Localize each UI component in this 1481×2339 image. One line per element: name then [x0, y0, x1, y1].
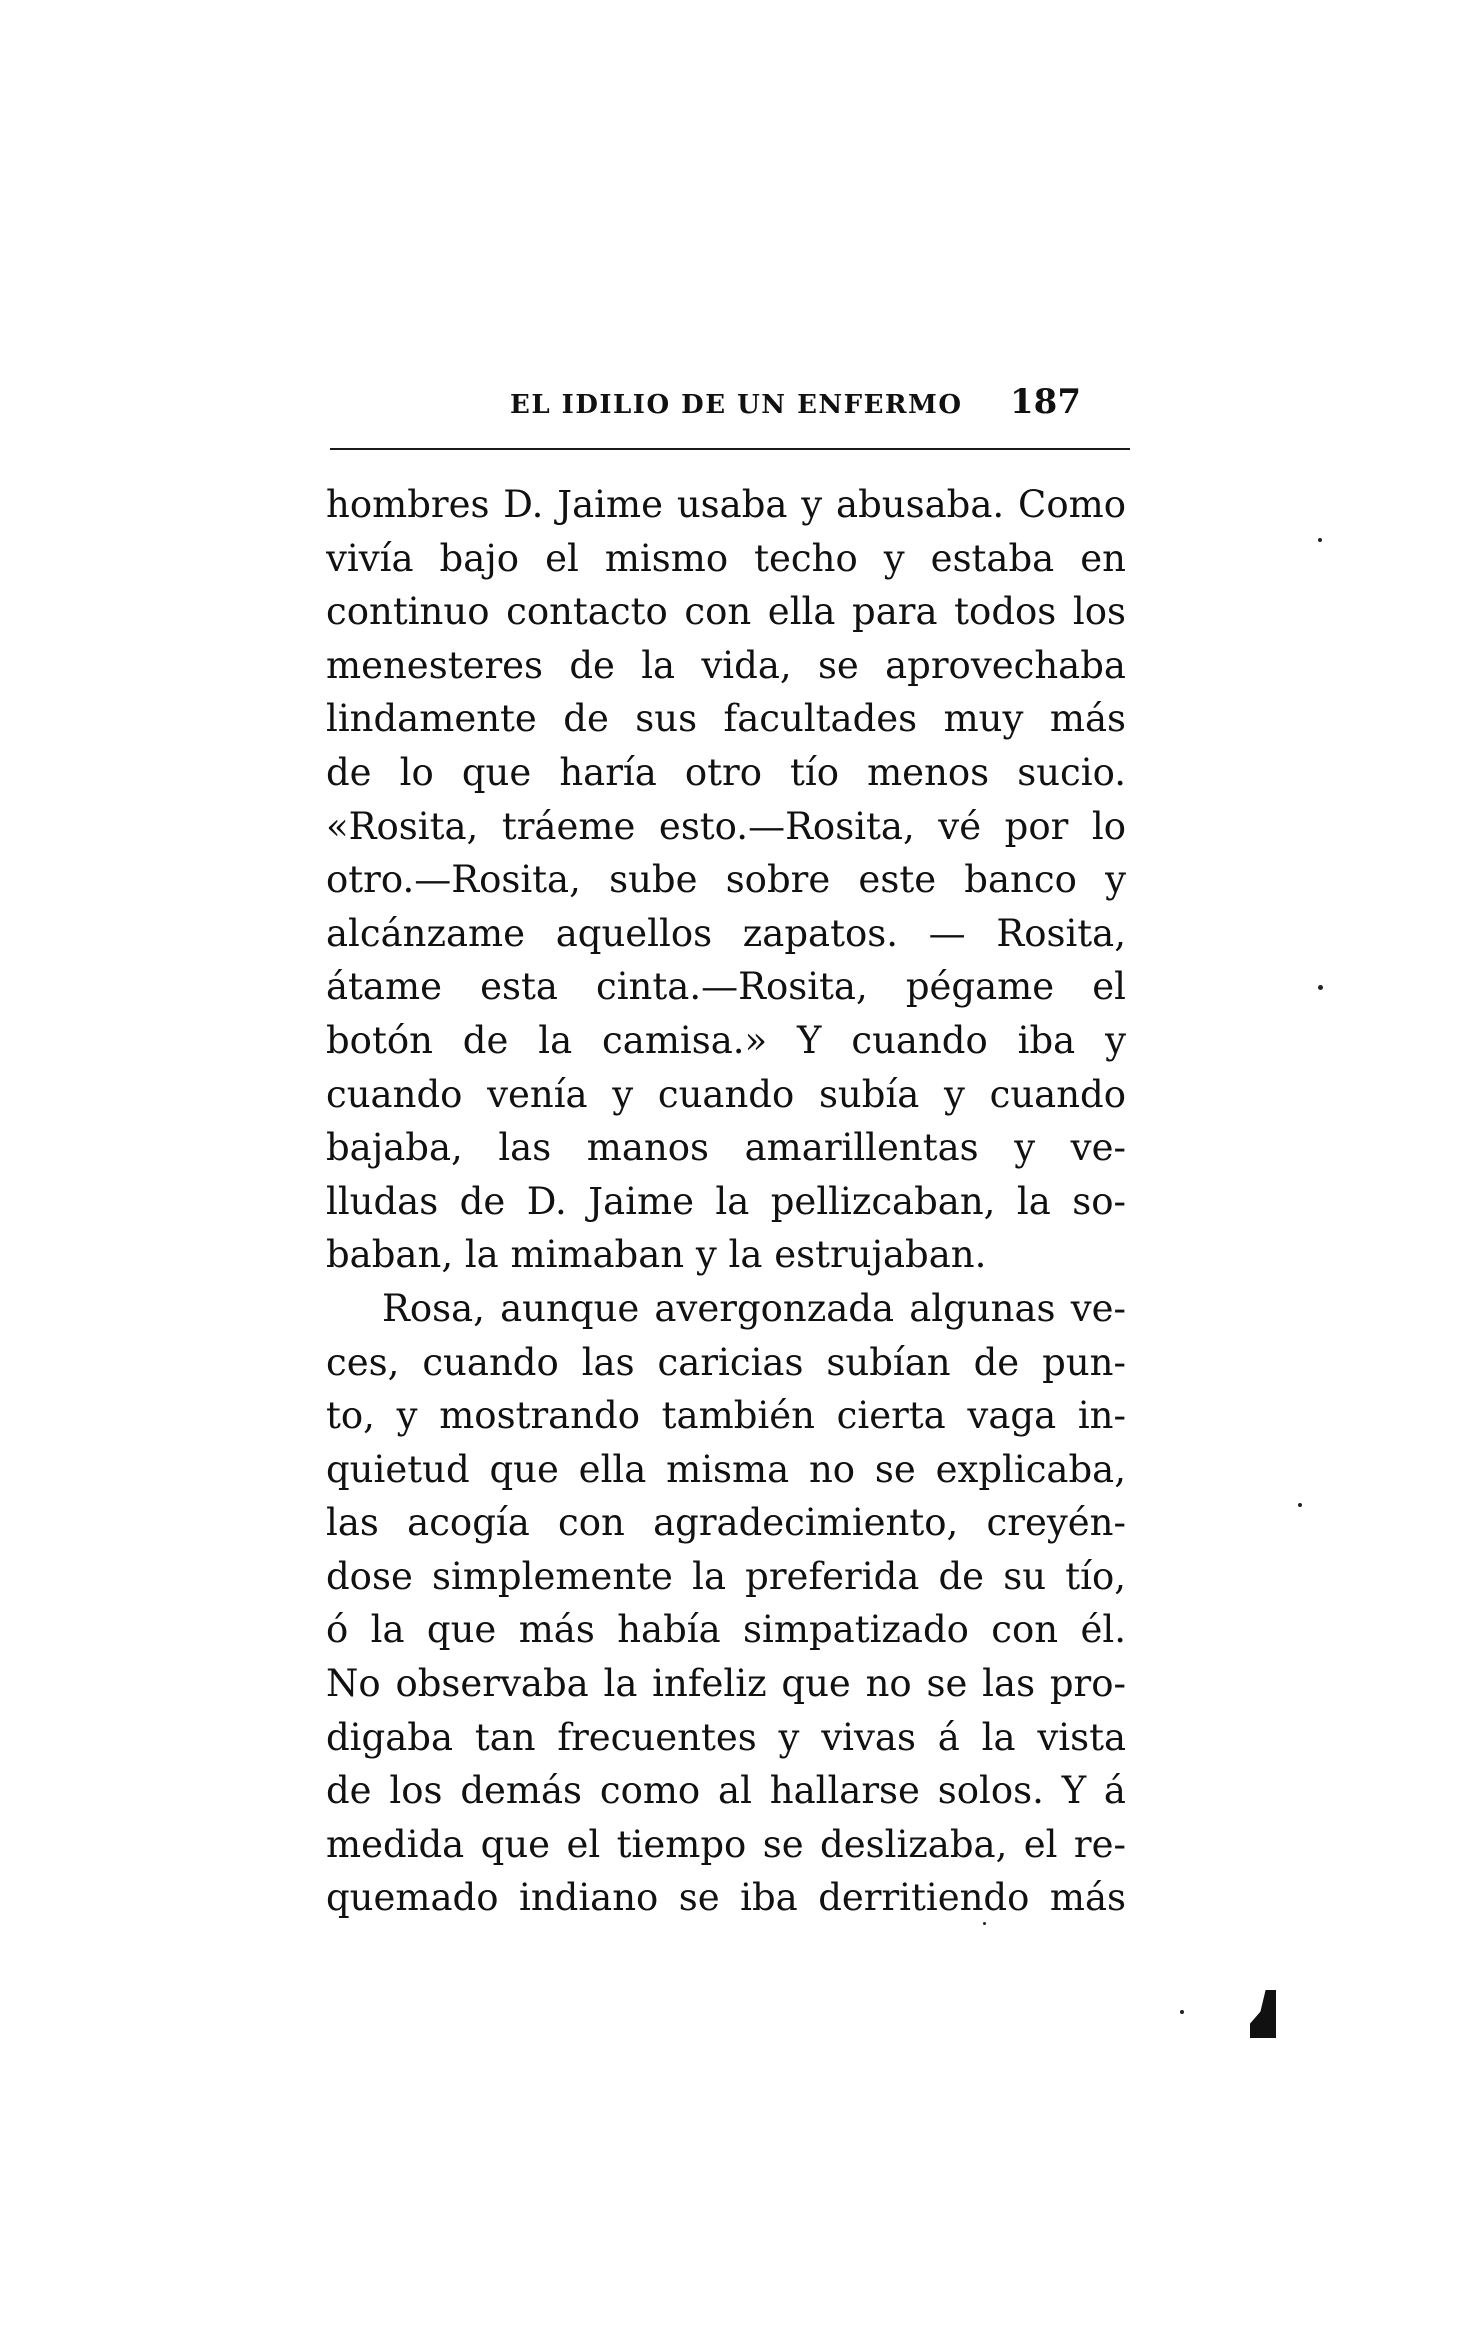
- text-line: lindamente de sus facultades muy más: [326, 697, 1126, 741]
- text-line: las acogía con agradecimiento, creyén-: [326, 1501, 1126, 1545]
- text-line: cuando venía y cuando subía y cuando: [326, 1072, 1126, 1116]
- running-head: [330, 382, 1130, 438]
- scan-speck: [983, 1922, 986, 1925]
- text-line: medida que el tiempo se deslizaba, el re-: [326, 1822, 1126, 1866]
- text-line: quemado indiano se iba derritiendo más: [326, 1876, 1126, 1920]
- text-line: bajaba, las manos amarillentas y ve-: [326, 1126, 1126, 1170]
- body-text: [326, 478, 1126, 1925]
- ink-mark: [1250, 1990, 1276, 2038]
- text-line: hombres D. Jaime usaba y abusaba. Como: [326, 483, 1126, 526]
- scan-speck: [1318, 538, 1322, 542]
- text-line: Rosa, aunque avergonzada algunas ve-: [382, 1286, 1126, 1330]
- text-line: quietud que ella misma no se explicaba,: [326, 1447, 1126, 1491]
- header-rule: [330, 448, 1130, 450]
- text-line: lludas de D. Jaime la pellizcaban, la so-: [326, 1179, 1126, 1223]
- text-line: alcánzame aquellos zapatos. — Rosita,: [326, 911, 1126, 955]
- text-line: ces, cuando las caricias subían de pun-: [326, 1340, 1126, 1384]
- text-line: botón de la camisa.» Y cuando iba y: [326, 1018, 1126, 1062]
- text-line: de lo que haría otro tío menos sucio.: [326, 750, 1126, 794]
- text-line: «Rosita, tráeme esto.—Rosita, vé por lo: [326, 804, 1126, 848]
- text-line: vivía bajo el mismo techo y estaba en: [326, 536, 1126, 580]
- text-line: ó la que más había simpatizado con él.: [326, 1608, 1126, 1652]
- running-title: EL IDILIO DE UN ENFERMO: [510, 390, 963, 420]
- scan-speck: [1298, 1503, 1302, 1507]
- text-line: digaba tan frecuentes y vivas á la vista: [326, 1715, 1126, 1759]
- text-line: dose simplemente la preferida de su tío,: [326, 1554, 1126, 1598]
- scan-speck: [1180, 2010, 1184, 2014]
- scan-speck: [1318, 985, 1323, 990]
- text-line: to, y mostrando también cierta vaga in-: [326, 1394, 1126, 1438]
- text-line: menesteres de la vida, se aprovechaba: [326, 643, 1126, 687]
- text-line: de los demás como al hallarse solos. Y á: [326, 1769, 1126, 1813]
- text-line: otro.—Rosita, sube sobre este banco y: [326, 858, 1126, 902]
- page-number: 187: [1010, 382, 1081, 422]
- text-line: baban, la mimaban y la estrujaban.: [326, 1233, 987, 1277]
- text-line: átame esta cinta.—Rosita, pégame el: [326, 965, 1126, 1009]
- text-line: No observaba la infeliz que no se las pro-: [326, 1662, 1126, 1706]
- text-line: continuo contacto con ella para todos los: [326, 590, 1126, 634]
